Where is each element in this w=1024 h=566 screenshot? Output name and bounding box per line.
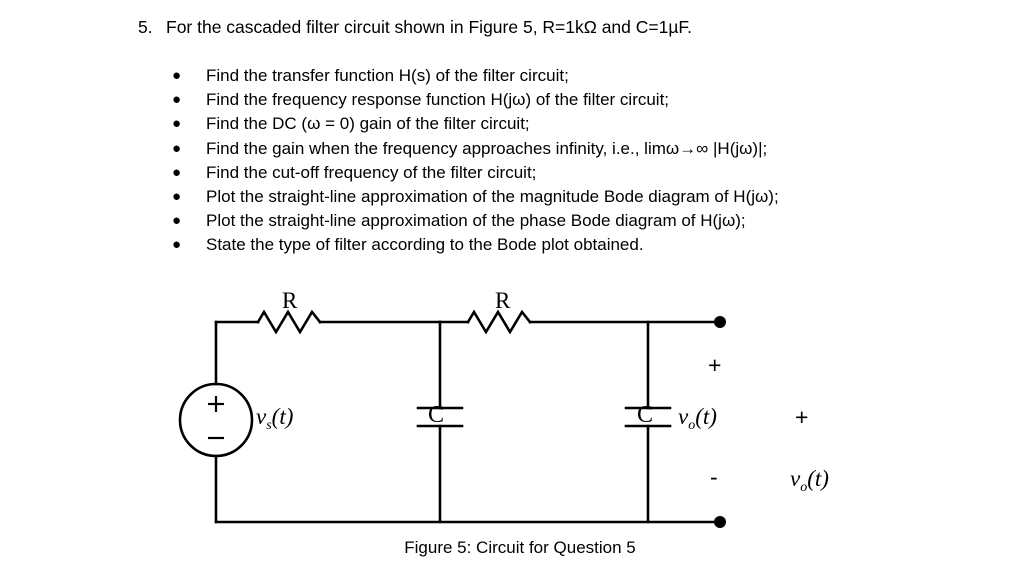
output-voltage-label-1: [678, 404, 717, 434]
question-block: [138, 16, 998, 38]
output-plus-sign: +: [708, 352, 722, 378]
capacitor-2-label: C: [637, 402, 654, 428]
output-voltage-name-2: v: [790, 466, 801, 491]
list-item-text: Find the frequency response function H(jω) of the filter circuit;: [206, 90, 670, 110]
bullet-icon: ●: [172, 139, 182, 157]
bullet-icon: ●: [172, 115, 182, 133]
list-item-text: Plot the straight-line approximation of the phase Bode diagram of H(jω);: [206, 211, 746, 231]
figure-caption: Figure 5: Circuit for Question 5: [404, 538, 636, 557]
list-item-text: State the type of filter according to the Bode plot obtained.: [206, 235, 644, 255]
list-item: [172, 88, 1012, 112]
question-bullet-list: [172, 64, 1012, 258]
list-item: [172, 112, 1012, 136]
list-item: [172, 185, 1012, 209]
output-minus-sign: -: [710, 464, 718, 490]
source-voltage-name: v: [256, 404, 267, 429]
question-stem-row: [138, 16, 998, 38]
list-item: [172, 137, 1012, 161]
question-number: 5.: [138, 17, 153, 37]
source-voltage-subscript: s: [266, 417, 272, 433]
output-voltage-subscript-2: o: [800, 479, 808, 495]
list-item-text: Find the gain when the frequency approaches infinity, i.e., limω→∞ |H(jω)|;: [206, 138, 768, 158]
list-item: [172, 64, 1012, 88]
circuit-figure: [150, 280, 890, 560]
resistor-2-symbol: [468, 312, 530, 332]
output-voltage-subscript: o: [688, 417, 696, 433]
question-stem: For the cascaded filter circuit shown in Figure 5, R=1kΩ and C=1µF.: [166, 17, 693, 37]
bullet-icon: ●: [172, 91, 182, 109]
resistor-1-symbol: [258, 312, 320, 332]
output-voltage-arg-2: (t): [807, 466, 829, 491]
output-voltage-name: v: [678, 404, 689, 429]
list-item-text: Find the DC (ω = 0) gain of the filter circuit;: [206, 114, 530, 134]
resistor-1-label: R: [282, 288, 298, 313]
output-terminal-bottom: [714, 516, 726, 528]
list-item: [172, 161, 1012, 185]
bullet-icon: ●: [172, 236, 182, 254]
output-plus-sign-2: +: [795, 404, 809, 430]
capacitor-1-label: C: [428, 402, 445, 428]
bullet-icon: ●: [172, 163, 182, 181]
output-voltage-arg: (t): [695, 404, 717, 429]
source-polarity-marks: [208, 396, 224, 438]
bullet-icon: ●: [172, 188, 182, 206]
list-item: [172, 209, 1012, 233]
list-item-text: Plot the straight-line approximation of the magnitude Bode diagram of H(jω);: [206, 187, 779, 207]
voltage-source-symbol: [180, 384, 252, 456]
output-voltage-label-2: [790, 466, 829, 496]
source-voltage-arg: (t): [271, 404, 294, 429]
list-item-text: Find the transfer function H(s) of the filter circuit;: [206, 66, 569, 85]
source-voltage-label: [256, 404, 293, 434]
list-item-text: Find the cut-off frequency of the filter circuit;: [206, 162, 537, 182]
output-terminal-top: [714, 316, 726, 328]
list-item: [172, 233, 1012, 257]
resistor-2-label: R: [495, 288, 511, 313]
bullet-icon: ●: [172, 212, 182, 230]
bullet-icon: ●: [172, 67, 182, 84]
